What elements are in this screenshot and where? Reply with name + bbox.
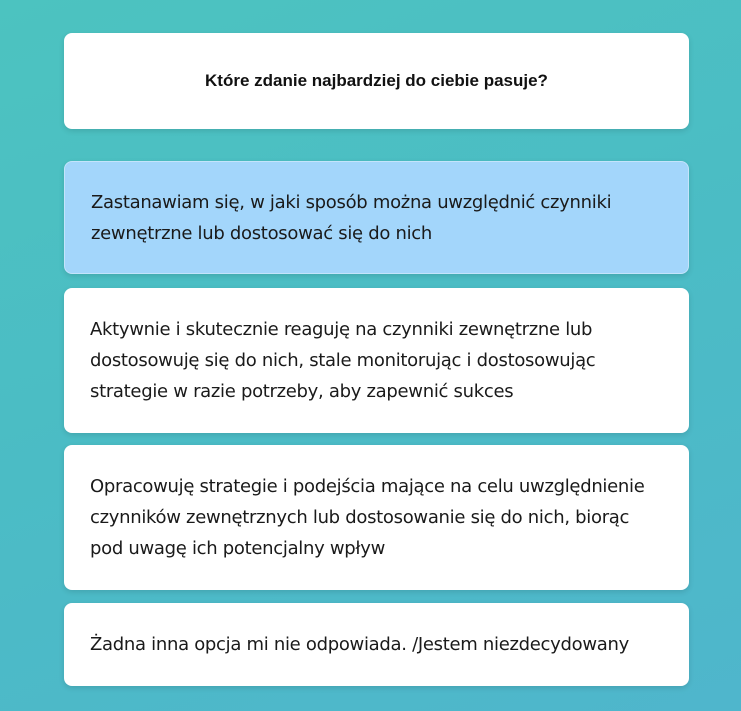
answer-option-3[interactable] bbox=[64, 445, 689, 590]
answer-option-2-label: Aktywnie i skutecznie reaguję na czynniki zewnętrzne lub dostosowuję się do nich, stale monitorując i dostosowując strategie w razie potrzeby, aby zapewnić sukces bbox=[90, 319, 596, 402]
answer-option-1-label: Zastanawiam się, w jaki sposób można uwzględnić czynniki zewnętrzne lub dostosować się do nich bbox=[91, 191, 612, 244]
question-card bbox=[64, 33, 689, 129]
answer-option-2[interactable] bbox=[64, 288, 689, 433]
answer-option-4-label: Żadna inna opcja mi nie odpowiada. /Jestem niezdecydowany bbox=[90, 634, 629, 655]
answer-option-1[interactable] bbox=[64, 161, 689, 274]
question-title: Które zdanie najbardziej do ciebie pasuje? bbox=[205, 71, 548, 90]
answer-option-4[interactable] bbox=[64, 603, 689, 686]
answer-option-3-label: Opracowuję strategie i podejścia mające na celu uwzględnienie czynników zewnętrznych lub dostosowanie się do nich, biorąc pod uwagę ich potencjalny wpływ bbox=[90, 476, 645, 559]
